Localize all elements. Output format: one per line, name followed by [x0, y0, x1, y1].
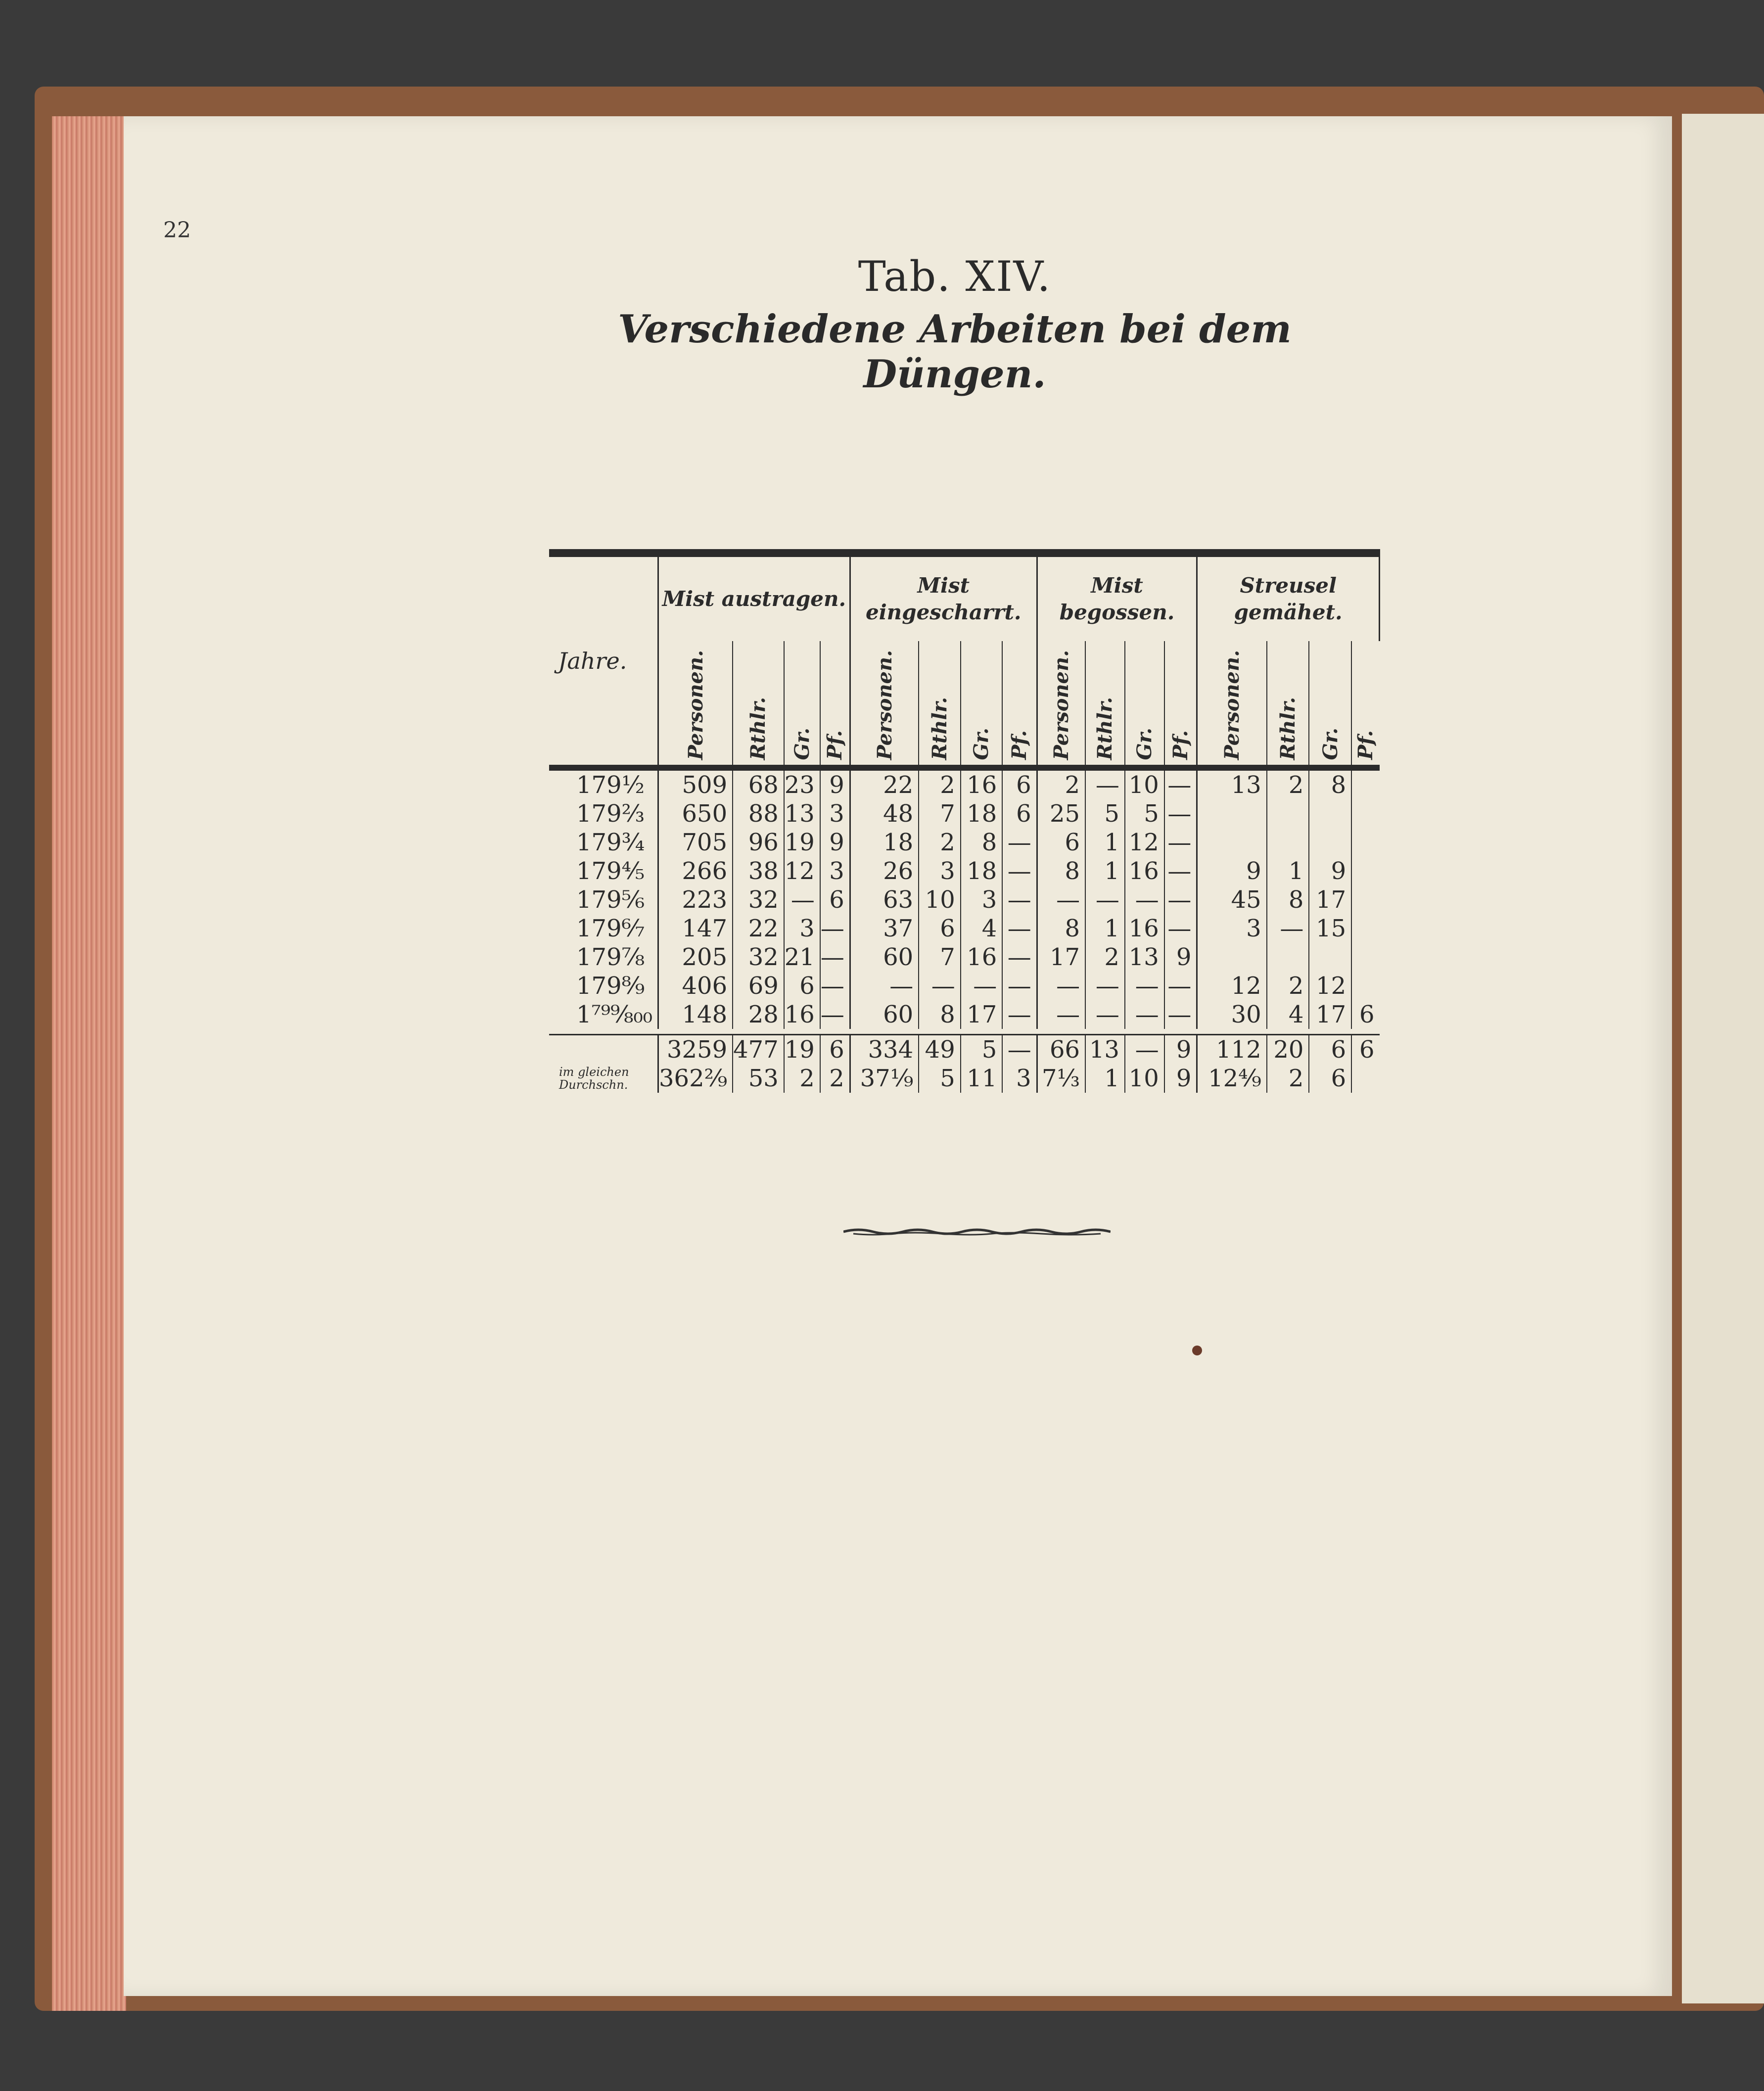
table-cell: 477: [733, 1035, 784, 1065]
table-cell: 6: [1002, 771, 1037, 799]
table-cell: 9: [1309, 857, 1351, 885]
ornament-divider: [843, 1227, 1111, 1237]
sub-header: Personen.: [850, 641, 919, 765]
table-cell: 17: [961, 1000, 1003, 1029]
sub-header: Personen.: [658, 641, 733, 765]
table-cell: —: [784, 885, 820, 914]
table-cell: 3: [820, 799, 850, 828]
table-cell: 22: [733, 914, 784, 943]
table-cell: 12: [1125, 828, 1164, 857]
table-cell: 17: [1309, 885, 1351, 914]
table-cell: 18: [850, 828, 919, 857]
table-cell: [1197, 828, 1267, 857]
year-cell: 179⁸⁄₉: [549, 972, 658, 1000]
table-cell: —: [1002, 885, 1037, 914]
table-cell: 5: [919, 1064, 961, 1093]
table-cell: —: [1085, 972, 1125, 1000]
table-cell: —: [1125, 1000, 1164, 1029]
sub-header: Personen.: [1037, 641, 1085, 765]
table-cell: 8: [961, 828, 1003, 857]
table-cell: 20: [1267, 1035, 1309, 1065]
page-number: 22: [163, 218, 191, 243]
sub-header: Rthlr.: [919, 641, 961, 765]
table-cell: [1267, 828, 1309, 857]
table-cell: —: [961, 972, 1003, 1000]
table-cell: [1197, 943, 1267, 972]
table-cell: 45: [1197, 885, 1267, 914]
table-cell: —: [820, 1000, 850, 1029]
table-cell: 334: [850, 1035, 919, 1065]
table-cell: —: [1164, 914, 1197, 943]
table-cell: 66: [1037, 1035, 1085, 1065]
sub-header: Rthlr.: [733, 641, 784, 765]
table-cell: 9: [1164, 943, 1197, 972]
sub-header: Gr.: [961, 641, 1003, 765]
table-cell: [1309, 799, 1351, 828]
table-cell: 2: [919, 828, 961, 857]
table-cell: 7: [919, 799, 961, 828]
table-cell: 4: [961, 914, 1003, 943]
average-row: [549, 1064, 1380, 1093]
table-cell: 1: [1085, 1064, 1125, 1093]
year-cell: 179¹⁄₂: [549, 771, 658, 799]
table-cell: —: [1125, 972, 1164, 1000]
table-cell: 1: [1085, 828, 1125, 857]
table-title: Tab. XIV.: [858, 252, 1052, 301]
table-cell: 8: [919, 1000, 961, 1029]
table-cell: 12: [784, 857, 820, 885]
table-cell: 1: [1085, 914, 1125, 943]
table-cell: 650: [658, 799, 733, 828]
table-cell: —: [820, 943, 850, 972]
table-cell: 3: [961, 885, 1003, 914]
table-cell: 8: [1309, 771, 1351, 799]
table-cell: 12: [1309, 972, 1351, 1000]
group-header: Streusel gemähet.: [1197, 557, 1380, 641]
sub-header: Pf.: [820, 641, 850, 765]
table-cell: 4: [1267, 1000, 1309, 1029]
table-cell: 37¹⁄₉: [850, 1064, 919, 1093]
table-cell: 2: [820, 1064, 850, 1093]
table-row: [549, 1000, 1380, 1029]
table-cell: 406: [658, 972, 733, 1000]
table-cell: —: [919, 972, 961, 1000]
table-cell: 3: [784, 914, 820, 943]
table-cell: 8: [1267, 885, 1309, 914]
table-cell: 11: [961, 1064, 1003, 1093]
table-cell: 10: [919, 885, 961, 914]
year-cell: 179⁴⁄₅: [549, 857, 658, 885]
table-cell: 15: [1309, 914, 1351, 943]
next-page-edge: [1682, 114, 1764, 2003]
table-cell: —: [1002, 943, 1037, 972]
group-header: Mist eingescharrt.: [850, 557, 1037, 641]
table-cell: 509: [658, 771, 733, 799]
table-cell: 266: [658, 857, 733, 885]
sub-header: Gr.: [784, 641, 820, 765]
table-cell: 26: [850, 857, 919, 885]
table-cell: 2: [1267, 771, 1309, 799]
table-cell: 16: [961, 943, 1003, 972]
table-cell: 5: [1125, 799, 1164, 828]
table-cell: 69: [733, 972, 784, 1000]
table-cell: 17: [1309, 1000, 1351, 1029]
table-cell: 60: [850, 1000, 919, 1029]
table-cell: —: [1002, 1000, 1037, 1029]
table-cell: 1: [1267, 857, 1309, 885]
table-cell: —: [820, 914, 850, 943]
table-cell: —: [1164, 972, 1197, 1000]
table-cell: 53: [733, 1064, 784, 1093]
table-cell: —: [1002, 857, 1037, 885]
table-cell: 3: [820, 857, 850, 885]
table-cell: [1309, 828, 1351, 857]
table-cell: 9: [820, 828, 850, 857]
table-cell: [1267, 943, 1309, 972]
total-separator: [549, 1029, 1380, 1035]
table-cell: 3: [919, 857, 961, 885]
table-cell: 2: [784, 1064, 820, 1093]
table-cell: 2: [1267, 972, 1309, 1000]
year-cell: 179³⁄₄: [549, 828, 658, 857]
sub-header: Pf.: [1164, 641, 1197, 765]
table-cell: 18: [961, 857, 1003, 885]
table-cell: 6: [1002, 799, 1037, 828]
row-header: Jahre.: [549, 557, 658, 765]
table-cell: 28: [733, 1000, 784, 1029]
table-cell: 96: [733, 828, 784, 857]
table-cell: 6: [1309, 1064, 1351, 1093]
table-row: [549, 771, 1380, 799]
table-cell: 60: [850, 943, 919, 972]
table-cell: 68: [733, 771, 784, 799]
table-cell: —: [1085, 771, 1125, 799]
sub-header: Personen.: [1197, 641, 1267, 765]
table-row: [549, 914, 1380, 943]
table-cell: 30: [1197, 1000, 1267, 1029]
table-cell: 21: [784, 943, 820, 972]
table-cell: —: [1267, 914, 1309, 943]
table-cell: 148: [658, 1000, 733, 1029]
table-cell: 16: [784, 1000, 820, 1029]
table-cell: 6: [820, 885, 850, 914]
table-cell: —: [1002, 1035, 1037, 1065]
table-cell: 6: [1359, 1001, 1375, 1028]
year-cell: 179²⁄₃: [549, 799, 658, 828]
table-cell: [1351, 799, 1379, 828]
table-cell: —: [1037, 972, 1085, 1000]
table-cell: 6: [1359, 1036, 1375, 1064]
table-cell: —: [1037, 1000, 1085, 1029]
table-cell: [1351, 972, 1379, 1000]
table-row: [549, 943, 1380, 972]
table-cell: 6: [919, 914, 961, 943]
table-cell: —: [1164, 771, 1197, 799]
table-cell: 9: [1197, 857, 1267, 885]
average-label: im gleichen Durchschn.: [549, 1064, 658, 1093]
table-cell: 16: [1125, 914, 1164, 943]
table-row: [549, 799, 1380, 828]
table-cell: 63: [850, 885, 919, 914]
table-cell: 3259: [658, 1035, 733, 1065]
table-cell: 7: [919, 943, 961, 972]
table-cell: 3: [1002, 1064, 1037, 1093]
ink-spot: [1192, 1346, 1202, 1355]
table-cell: —: [1164, 1000, 1197, 1029]
table-cell: 6: [1309, 1035, 1351, 1065]
table-cell: —: [1002, 914, 1037, 943]
table-cell: 8: [1037, 914, 1085, 943]
table-cell: [1267, 799, 1309, 828]
sub-header: Gr.: [1309, 641, 1351, 765]
table-row: [549, 972, 1380, 1000]
table-row: [549, 828, 1380, 857]
table-cell: 16: [1125, 857, 1164, 885]
year-cell: 1⁷⁹⁹⁄₈₀₀: [549, 1000, 658, 1029]
table-cell: 9: [1164, 1064, 1197, 1093]
table-cell: —: [1037, 885, 1085, 914]
table-cell: 3: [1197, 914, 1267, 943]
top-rule: [549, 549, 1380, 557]
sub-header: Rthlr.: [1085, 641, 1125, 765]
table-body: [549, 771, 1380, 1093]
table-cell: 1: [1085, 857, 1125, 885]
table-cell: —: [1125, 885, 1164, 914]
table-cell: 13: [784, 799, 820, 828]
table-cell: 13: [1125, 943, 1164, 972]
table-cell: 112: [1197, 1035, 1267, 1065]
table-cell: 2: [1037, 771, 1085, 799]
table-cell: [1351, 943, 1379, 972]
group-header: Mist austragen.: [658, 557, 850, 641]
table-cell: 13: [1085, 1035, 1125, 1065]
table-cell: [1197, 799, 1267, 828]
table-cell: —: [1125, 1035, 1164, 1065]
table-cell: 2: [1085, 943, 1125, 972]
page-edges: [52, 116, 126, 2011]
empty-cell: [549, 1035, 658, 1065]
table-cell: 48: [850, 799, 919, 828]
table-cell: 12⁴⁄₉: [1197, 1064, 1267, 1093]
table-cell: 6: [784, 972, 820, 1000]
table-cell: 32: [733, 943, 784, 972]
year-cell: 179⁶⁄₇: [549, 914, 658, 943]
table-cell: 5: [961, 1035, 1003, 1065]
table-cell: —: [820, 972, 850, 1000]
table-cell: 8: [1037, 857, 1085, 885]
table-cell: —: [1085, 885, 1125, 914]
table-cell: —: [1164, 857, 1197, 885]
table-cell: 9: [820, 771, 850, 799]
table-cell: 13: [1197, 771, 1267, 799]
table-cell: —: [1164, 828, 1197, 857]
table-cell: 705: [658, 828, 733, 857]
table-cell: —: [1164, 799, 1197, 828]
sub-header: Rthlr.: [1267, 641, 1309, 765]
year-cell: 179⁷⁄₈: [549, 943, 658, 972]
table-cell: [1351, 857, 1379, 885]
sub-header: Pf.: [1354, 730, 1378, 760]
table-cell: 7¹⁄₃: [1037, 1064, 1085, 1093]
sub-header: Pf.: [1002, 641, 1037, 765]
table-cell: 19: [784, 1035, 820, 1065]
group-header: Mist begossen.: [1037, 557, 1197, 641]
data-table-wrapper: [549, 549, 1380, 1093]
table-cell: —: [850, 972, 919, 1000]
table-cell: —: [1085, 1000, 1125, 1029]
table-cell: [1351, 914, 1379, 943]
header-rule: [549, 765, 1380, 771]
table-cell: 2: [1267, 1064, 1309, 1093]
table-cell: 5: [1085, 799, 1125, 828]
table-row: [549, 885, 1380, 914]
table-subtitle: Verschiedene Arbeiten bei dem Düngen.: [618, 307, 1292, 397]
table-cell: —: [1002, 972, 1037, 1000]
table-cell: 362²⁄₉: [658, 1064, 733, 1093]
table-cell: [1351, 828, 1379, 857]
table-cell: 88: [733, 799, 784, 828]
table-cell: 37: [850, 914, 919, 943]
table-cell: 147: [658, 914, 733, 943]
table-cell: 32: [733, 885, 784, 914]
table-cell: 22: [850, 771, 919, 799]
sub-header: Gr.: [1125, 641, 1164, 765]
table-cell: 9: [1164, 1035, 1197, 1065]
table-cell: 23: [784, 771, 820, 799]
group-header-row: [549, 557, 1380, 641]
year-cell: 179⁵⁄₆: [549, 885, 658, 914]
table-cell: [1351, 771, 1379, 799]
table-cell: 17: [1037, 943, 1085, 972]
table-cell: 6: [1037, 828, 1085, 857]
table-cell: [1309, 943, 1351, 972]
table-cell: 25: [1037, 799, 1085, 828]
table-row: [549, 857, 1380, 885]
table-cell: 6: [820, 1035, 850, 1065]
table-cell: 38: [733, 857, 784, 885]
table-cell: 10: [1125, 771, 1164, 799]
table-cell: 205: [658, 943, 733, 972]
table-cell: 16: [961, 771, 1003, 799]
table-cell: 49: [919, 1035, 961, 1065]
table-cell: 2: [919, 771, 961, 799]
table-cell: 223: [658, 885, 733, 914]
table-cell: —: [1164, 885, 1197, 914]
sub-header-row: [549, 641, 1380, 765]
table-cell: 10: [1125, 1064, 1164, 1093]
table-cell: —: [1002, 828, 1037, 857]
table-cell: [1351, 1064, 1379, 1093]
table-cell: 12: [1197, 972, 1267, 1000]
table-cell: 18: [961, 799, 1003, 828]
table-cell: [1351, 885, 1379, 914]
table-cell: 19: [784, 828, 820, 857]
data-table: [549, 557, 1380, 1093]
total-row: [549, 1035, 1380, 1065]
